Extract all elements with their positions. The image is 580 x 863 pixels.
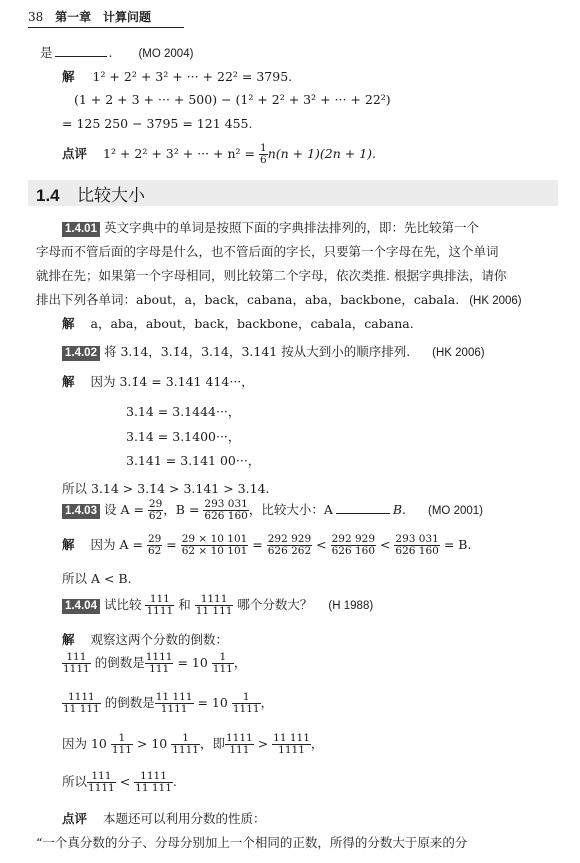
top-remark: 点评 1² + 2² + 3² + ··· + n² = $\frac{1}{6}$ n(n + 1)(2n + 1). <box>62 142 377 166</box>
p402-step3: 3.14 = 3.1400···， <box>126 429 241 444</box>
header-rule <box>28 27 184 28</box>
p404-remark: 点评 本题还可以利用分数的性质： <box>62 811 266 826</box>
p401-answer: 解 a，aba，about，back，backbone，cabala，cabana. <box>62 316 414 331</box>
p402-step1: 解 因为 3.1̇4̇ = 3.141 414···， <box>62 374 254 389</box>
p403-solution: 解 因为 A = $\frac{29}{62}$ = $\frac{29 \times 10 101}{62 \times 10 101}$ = $\frac{292 929}{626 262}$ < $\frac{292 929}{626 160}$ < $\frac{293 031}{626 160}$ = B. <box>62 533 472 557</box>
p404-question: 1.4.04 试比较 $\frac{111}{1111}$ 和 $\frac{1111}{11 111}$ 哪个分数大？ (H 1988) <box>62 594 373 617</box>
chapter-label: 第一章 <box>55 10 92 24</box>
line-shi: 是 . (MO 2004) <box>40 45 194 60</box>
p404-reciprocal2: $\frac{1111}{11 111}$ 的倒数是 $\frac{11 111}{1111}$ = 10 $\frac{1}{1111}$ ， <box>63 691 274 715</box>
p402-step2: 3.14̇ = 3.1444···， <box>126 404 241 419</box>
top-solution: 解 1² + 2² + 3² + ··· + 22² = 3795. <box>62 69 293 84</box>
p402-conclusion: 所以 3.14̇ > 3.1̇4̇ > 3.141 > 3.14. <box>62 481 270 496</box>
p403-conclusion: 所以 A < B. <box>62 571 132 586</box>
p404-quote: “一个真分数的分子、分母分别加上一个相同的正数，所得的分数大于原来的分 <box>36 835 468 850</box>
p402-step4: 3.141 = 3.141 00···， <box>126 453 261 468</box>
p401-line3: 就排在先；如果第一个字母相同，则比较第二个字母，依次类推. 根据字典排法，请你 <box>36 268 507 283</box>
p404-compare: 因为 10 $\frac{1}{111}$ > 10 $\frac{1}{1111}$ ，即 $\frac{1111}{111}$ > $\frac{11 111}{1111}$ ， <box>62 732 324 756</box>
top-line4: = 125 250 − 3795 = 121 455. <box>62 116 253 131</box>
p404-observe: 解 观察这两个分数的倒数： <box>62 632 229 647</box>
page-number: 38 <box>28 10 44 24</box>
problem-tag: 1.4.02 <box>62 346 100 361</box>
problem-tag: 1.4.01 <box>62 222 100 237</box>
p403-question: 1.4.03 设 A = $\frac{29}{62}$ ，B = $\frac{293 031}{626 160}$ ，比较大小：A B. (MO 2001) <box>62 499 483 522</box>
p401-line1: 1.4.01 英文字典中的单词是按照下面的字典排法排列的，即：先比较第一个 <box>62 218 479 237</box>
p401-line4: 排出下列各单词：about，a，back，cabana，aba，backbone，cabala. (HK 2006) <box>36 292 522 307</box>
problem-tag: 1.4.04 <box>62 599 100 614</box>
section-heading: 1.4 比较大小 <box>36 186 146 206</box>
chapter-title: 计算问题 <box>102 10 151 24</box>
p404-conclusion: 所以 $\frac{111}{1111}$ < $\frac{1111}{11 111}$ . <box>62 770 177 794</box>
top-line3: (1 + 2 + 3 + ··· + 500) − (1² + 2² + 3² + ··· + 22²) <box>74 92 391 107</box>
p402-question: 1.4.02 将 3.14，3.1̇4̇，3.14̇，3.141 按从大到小的顺序排列. (HK 2006) <box>62 342 485 361</box>
p401-line2: 字母而不管后面的字母是什么，也不管后面的字长，只要第一个字母在先，这个单词 <box>36 244 499 259</box>
problem-tag: 1.4.03 <box>62 504 100 519</box>
running-header <box>28 8 151 25</box>
p404-reciprocal1: $\frac{111}{1111}$ 的倒数是 $\frac{1111}{111}$ = 10 $\frac{1}{111}$ ， <box>63 651 247 675</box>
